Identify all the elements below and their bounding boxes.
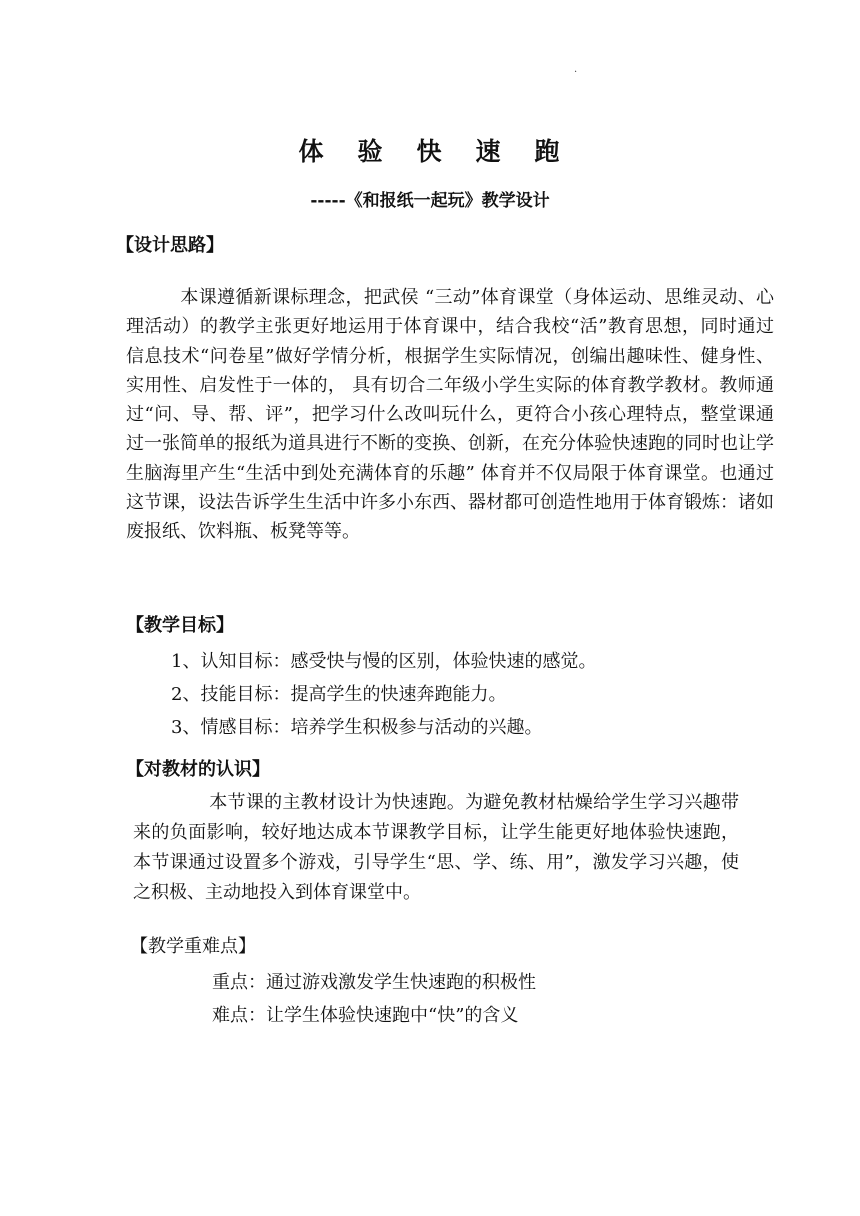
document-subtitle: -----《和报纸一起玩》教学设计 [310,191,550,211]
heading-material: 【对教材的认识】 [126,759,270,780]
goal-item-cognitive: 1、认知目标：感受快与慢的区别，体验快速的感觉。 [171,651,597,672]
heading-teaching-goals: 【教学目标】 [126,615,234,636]
design-idea-text: 本课遵循新课标理念，把武侯 “三动”体育课堂（身体运动、思维灵动、心理活动）的教学主张更好地运用于体育课中，结合我校“活”教育思想，同时通过信息技术“问卷星”做好学情分析，根据学生实际情况，创编出趣味性、健身性、实用性、启发性于一体的， 具有切合二年级小学生实际的体育教学教材。教师通过“问、导、帮、评”，把学习什么改叫玩什么，更符合小孩心理特点，整堂课通过一张简单的报纸为道具进行不断的变换、创新，在充分体验快速跑的同时也让学生脑海里产生“生活中到处充满体育的乐趣” 体育并不仅局限于体育课堂。也通过这节课，设法告诉学生生活中许多小东西、器材都可创造性地用于体育锻炼：诸如废报纸、饮料瓶、板凳等等。 [126,287,774,543]
heading-design-idea: 【设计思路】 [116,235,224,256]
goal-item-skill: 2、技能目标：提高学生的快速奔跑能力。 [171,684,507,705]
goal-item-affective: 3、情感目标：培养学生积极参与活动的兴趣。 [171,717,543,738]
design-idea-paragraph [126,283,774,547]
page-dot: . [574,64,578,75]
document-title: 体验快速跑 [298,137,594,166]
material-text: 本节课的主教材设计为快速跑。为避免教材枯燥给学生学习兴趣带来的负面影响，较好地达成本节课教学目标，让学生能更好地体验快速跑，本节课通过设置多个游戏，引导学生“思、学、练、用”，激发学习兴趣，使之积极、主动地投入到体育课堂中。 [133,792,739,903]
heading-keypoints: 【教学重难点】 [130,936,256,957]
keypoint-focus: 重点：通过游戏激发学生快速跑的积极性 [212,972,536,993]
material-paragraph [133,788,739,908]
keypoint-difficulty: 难点：让学生体验快速跑中“快”的含义 [212,1005,519,1026]
